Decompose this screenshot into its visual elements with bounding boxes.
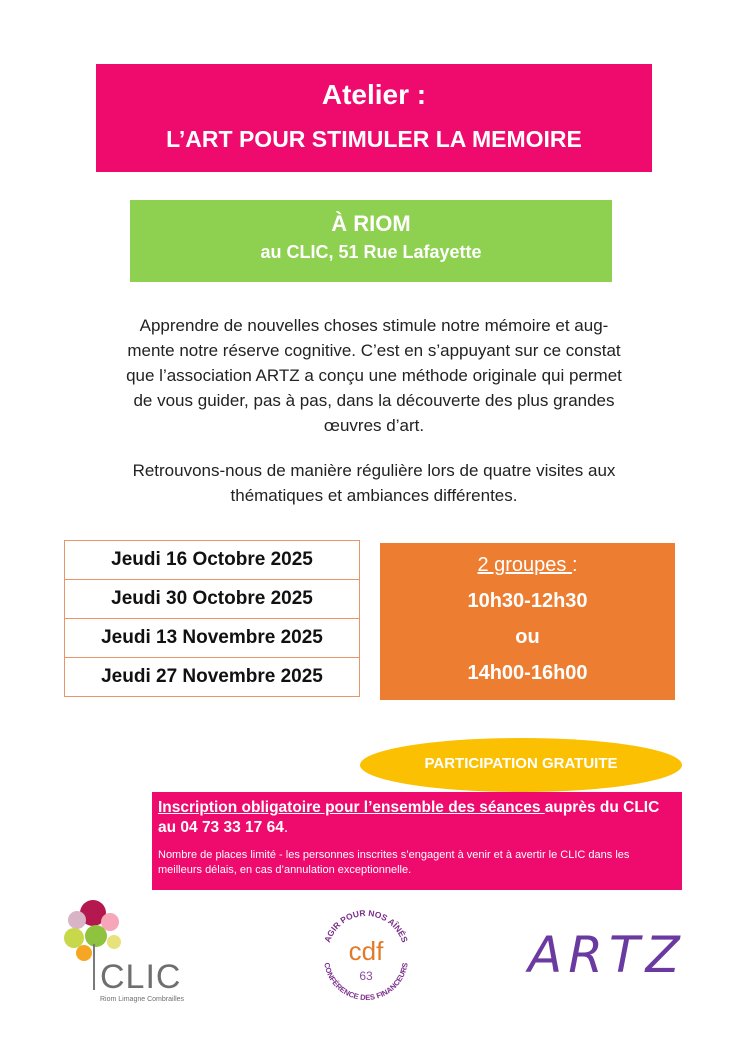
dates-table [64,540,360,697]
location-city: À RIOM [331,211,411,236]
artz-logo: ARTZ [528,926,686,984]
inscription-note: Nombre de places limité - les personnes inscrites s’engagent à venir et à avertir le CLIC dans les meilleurs délais, en cas d’annulation exceptionnelle. [158,849,630,876]
description-line: Apprendre de nouvelles choses stimule notre mémoire et aug- [139,316,609,335]
title-line-1: Atelier : [321,79,427,110]
cdf-logo [314,902,418,1006]
inscription-end: . [283,819,289,836]
groups-slot-1: 10h30-12h30 [467,590,588,612]
description-line: mente notre réserve cognitive. C’est en s’appuyant sur ce constat [127,341,621,360]
groups-title-underlined: 2 groupes [477,554,572,576]
invite-paragraph [80,458,668,508]
table-row [65,619,360,658]
invite-line: Retrouvons-nous de manière régulière lors de quatre visites aux [132,461,616,480]
cdf-seal-icon [314,902,418,1006]
inscription-rest: auprès du CLIC au 04 73 33 17 64 [158,799,660,836]
title-line-2: L’ART POUR STIMULER LA MEMOIRE [166,126,582,152]
groups-separator: ou [515,626,540,648]
invite-line: thématiques et ambiances différentes. [230,486,518,505]
date-cell: Jeudi 16 Octobre 2025 [65,541,360,580]
description-line: de vous guider, pas à pas, dans la découverte des plus grandes [133,391,615,410]
groups-title [380,553,675,577]
description-line: œuvres d’art. [323,416,425,435]
location-address: au CLIC, 51 Rue Lafayette [260,242,482,262]
cdf-letters: cdf [348,936,384,966]
inscription-box [152,792,682,890]
cdf-bottom-text: CONFÉRENCE DES FINANCEURS [322,961,410,1003]
clic-logo [62,898,192,1008]
cdf-top-text: AGIR POUR NOS AÎNÉS [322,907,410,944]
clic-logo-name: CLIC [100,958,182,996]
groups-slot-2: 14h00-16h00 [467,662,588,684]
free-participation-badge: PARTICIPATION GRATUITE [360,738,682,792]
description-line: que l’association ARTZ a conçu une méthode originale qui permet [126,366,622,385]
table-row [65,580,360,619]
location-banner [130,200,612,282]
inscription-text [158,798,676,838]
clic-logo-subtitle: Riom Limagne Combrailles [100,996,185,1003]
inscription-underlined: Inscription obligatoire pour l’ensemble des séances [158,799,545,816]
groups-title-colon: : [571,554,578,576]
description-paragraph [80,313,668,438]
groups-box [380,543,675,700]
table-row [65,541,360,580]
date-cell: Jeudi 13 Novembre 2025 [65,619,360,658]
date-cell: Jeudi 27 Novembre 2025 [65,658,360,697]
date-cell: Jeudi 30 Octobre 2025 [65,580,360,619]
cdf-number: 63 [359,969,373,983]
title-banner [96,64,652,172]
table-row [65,658,360,697]
